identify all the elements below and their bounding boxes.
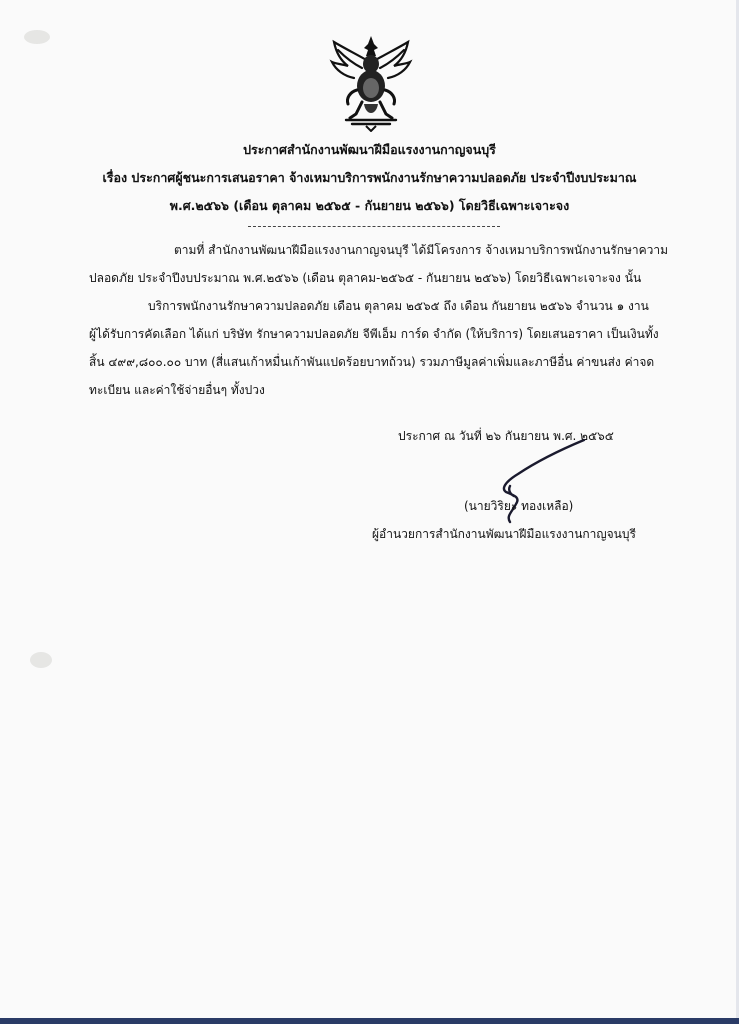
header-title: ประกาศสำนักงานพัฒนาฝีมือแรงงานกาญจนบุรี	[243, 142, 496, 157]
body-paragraph-line: สิ้น ๔๙๙,๘๐๐.๐๐ บาท (สี่แสนเก้าหมื่นเก้าพันแปดร้อยบาทถ้วน) รวมภาษีมูลค่าเพิ่มและภาษีอื่น ค่าขนส่ง ค่าจด	[89, 355, 655, 369]
garuda-emblem-icon	[326, 34, 416, 132]
body-paragraph-line: ทะเบียน และค่าใช้จ่ายอื่นๆ ทั้งปวง	[89, 383, 265, 397]
scan-edge-bottom	[0, 1018, 739, 1024]
scan-smudge	[24, 30, 50, 44]
signatory-name: (นายวิริยะ ทองเหลือ)	[464, 499, 574, 513]
scan-smudge	[30, 652, 52, 668]
header-subject: เรื่อง ประกาศผู้ชนะการเสนอราคา จ้างเหมาบริการพนักงานรักษาความปลอดภัย ประจำปีงบประมาณ	[102, 170, 637, 185]
body-paragraph-line: ปลอดภัย ประจำปีงบประมาณ พ.ศ.๒๕๖๖ (เดือน ตุลาคม-๒๕๖๕ - กันยายน ๒๕๖๖) โดยวิธีเฉพาะเจาะจง นั้น	[89, 271, 642, 285]
body-paragraph-line: ตามที่ สำนักงานพัฒนาฝีมือแรงงานกาญจนบุรี ได้มีโครงการ จ้างเหมาบริการพนักงานรักษาความ	[174, 243, 669, 257]
announcement-date: ประกาศ ณ วันที่ ๒๖ กันยายน พ.ศ. ๒๕๖๕	[398, 429, 614, 443]
dashed-separator	[248, 226, 500, 227]
body-paragraph-line: บริการพนักงานรักษาความปลอดภัย เดือน ตุลาคม ๒๕๖๕ ถึง เดือน กันยายน ๒๕๖๖ จำนวน ๑ งาน	[148, 299, 649, 313]
body-paragraph-line: ผู้ได้รับการคัดเลือก ได้แก่ บริษัท รักษาความปลอดภัย จีพีเอ็ม การ์ด จำกัด (ให้บริการ) โดยเสนอราคา เป็นเงินทั้ง	[89, 327, 659, 341]
header-subject-period: พ.ศ.๒๕๖๖ (เดือน ตุลาคม ๒๕๖๕ - กันยายน ๒๕๖๖) โดยวิธีเฉพาะเจาะจง	[169, 198, 570, 213]
signatory-position: ผู้อำนวยการสำนักงานพัฒนาฝีมือแรงงานกาญจนบุรี	[372, 527, 636, 541]
